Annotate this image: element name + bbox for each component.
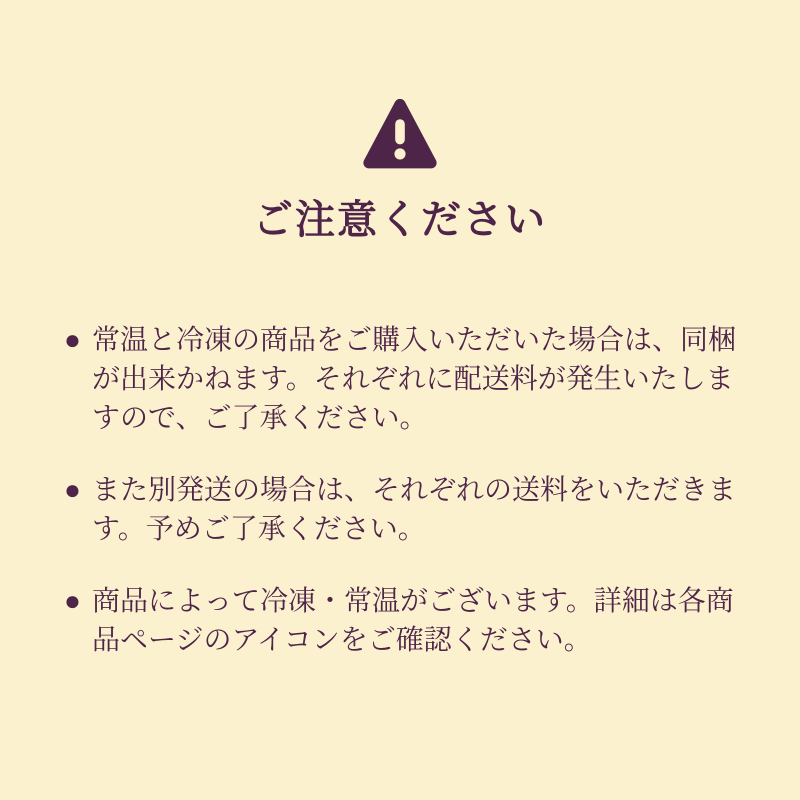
- notice-text: 常温と冷凍の商品をご購入いただいた場合は、同梱が出来かねます。それぞれに配送料が発生いたしますので、ご了承ください。: [92, 324, 737, 433]
- bullet-icon: ●: [64, 585, 81, 616]
- notice-list: [64, 320, 744, 692]
- notice-item: [64, 581, 744, 659]
- bullet-icon: ●: [64, 474, 81, 505]
- notice-text: 商品によって冷凍・常温がございます。詳細は各商品ページのアイコンをご確認ください。: [92, 585, 734, 655]
- exclamation-dot: [394, 148, 405, 159]
- exclamation-bar: [395, 119, 405, 144]
- bullet-icon: ●: [64, 324, 81, 355]
- warning-icon-container: [0, 97, 800, 171]
- page-title: ご注意ください: [253, 196, 547, 243]
- notice-item: [64, 470, 744, 548]
- warning-triangle-icon: [363, 97, 437, 171]
- notice-text: また別発送の場合は、それぞれの送料をいただきます。予めご了承ください。: [92, 474, 737, 544]
- notice-item: [64, 320, 744, 437]
